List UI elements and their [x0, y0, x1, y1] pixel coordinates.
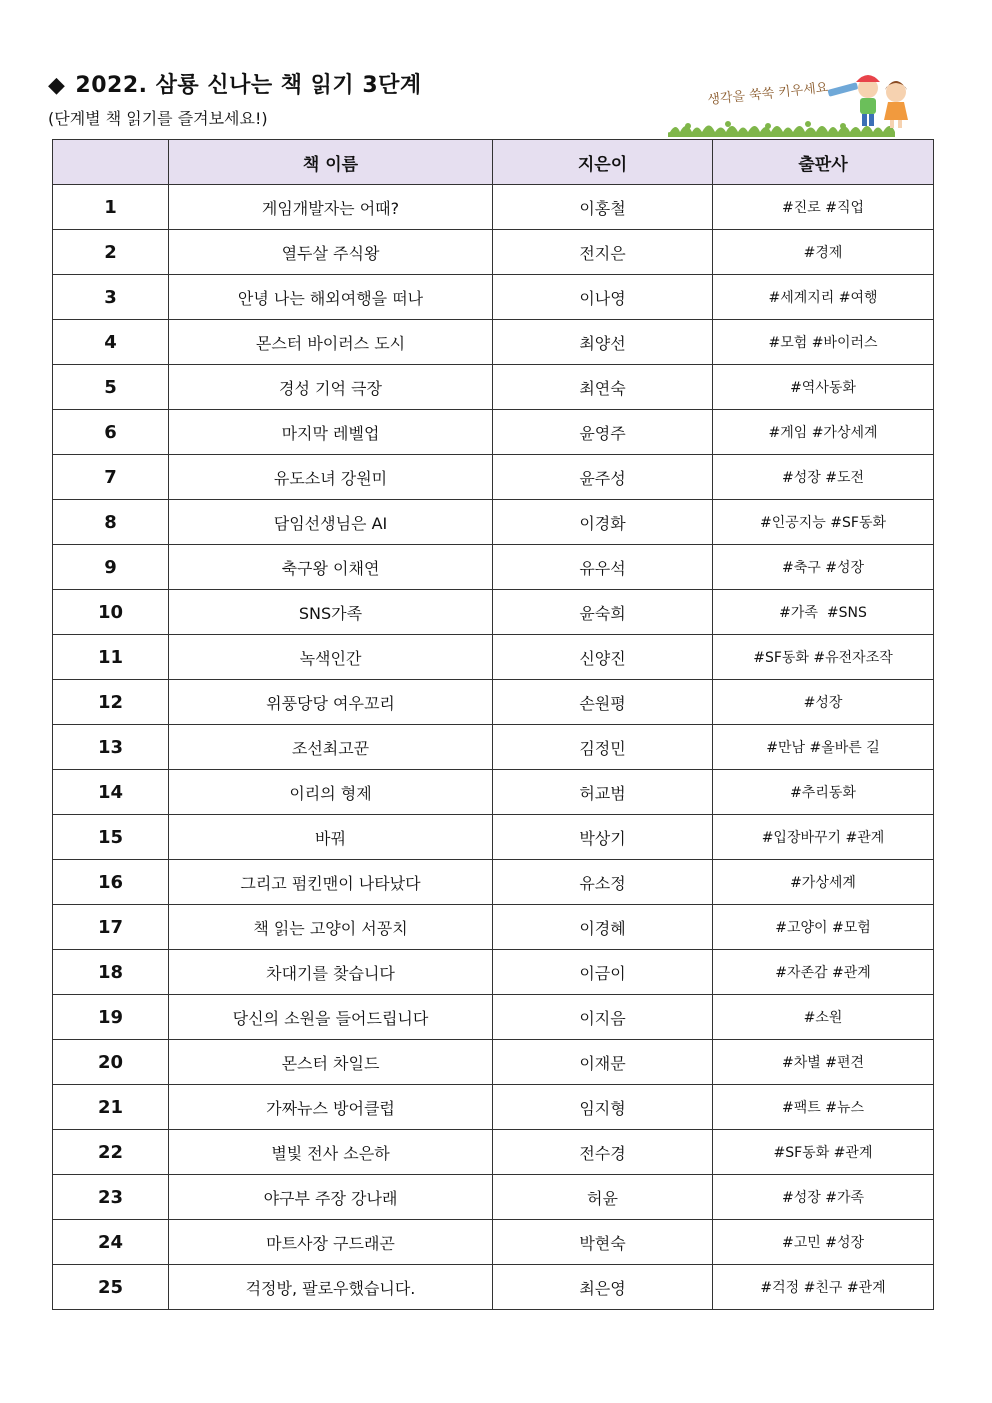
book-tags: #차별 #편견 — [713, 1040, 934, 1085]
book-tags: #추리동화 — [713, 770, 934, 815]
book-tags: #자존감 #관계 — [713, 950, 934, 995]
book-title: 열두살 주식왕 — [169, 230, 493, 275]
book-title: 이리의 형제 — [169, 770, 493, 815]
book-tags: #성장 #도전 — [713, 455, 934, 500]
column-header-title: 책 이름 — [169, 140, 493, 185]
row-number: 1 — [53, 185, 169, 230]
book-author: 이나영 — [493, 275, 713, 320]
table-header-row — [53, 140, 934, 185]
row-number: 25 — [53, 1265, 169, 1310]
row-number: 14 — [53, 770, 169, 815]
table-row — [53, 230, 934, 275]
book-title: 차대기를 찾습니다 — [169, 950, 493, 995]
row-number: 19 — [53, 995, 169, 1040]
book-title: 녹색인간 — [169, 635, 493, 680]
table-row — [53, 770, 934, 815]
book-author: 이경화 — [493, 500, 713, 545]
book-title: 그리고 펌킨맨이 나타났다 — [169, 860, 493, 905]
table-row — [53, 590, 934, 635]
row-number: 15 — [53, 815, 169, 860]
row-number: 10 — [53, 590, 169, 635]
table-row — [53, 725, 934, 770]
book-tags: #SF동화 #관계 — [713, 1130, 934, 1175]
row-number: 9 — [53, 545, 169, 590]
page-title-text: 2022. 삼룡 신나는 책 읽기 3단계 — [75, 73, 422, 98]
row-number: 13 — [53, 725, 169, 770]
column-header-number — [53, 140, 169, 185]
book-tags: #만남 #올바른 길 — [713, 725, 934, 770]
diamond-bullet-icon: ◆ — [48, 73, 66, 98]
row-number: 11 — [53, 635, 169, 680]
book-title: 마지막 레벨업 — [169, 410, 493, 455]
book-author: 이재문 — [493, 1040, 713, 1085]
book-tags: #가족 #SNS — [713, 590, 934, 635]
row-number: 16 — [53, 860, 169, 905]
row-number: 18 — [53, 950, 169, 995]
book-tags: #고민 #성장 — [713, 1220, 934, 1265]
book-author: 전지은 — [493, 230, 713, 275]
book-title: 안녕 나는 해외여행을 떠나 — [169, 275, 493, 320]
table-row — [53, 500, 934, 545]
book-author: 윤숙희 — [493, 590, 713, 635]
book-title: 조선최고꾼 — [169, 725, 493, 770]
book-author: 허윤 — [493, 1175, 713, 1220]
table-row — [53, 1220, 934, 1265]
row-number: 20 — [53, 1040, 169, 1085]
book-tags: #인공지능 #SF동화 — [713, 500, 934, 545]
table-row — [53, 320, 934, 365]
book-author: 최은영 — [493, 1265, 713, 1310]
table-row — [53, 1130, 934, 1175]
book-tags: #가상세계 — [713, 860, 934, 905]
book-author: 박상기 — [493, 815, 713, 860]
book-author: 전수경 — [493, 1130, 713, 1175]
table-row — [53, 1085, 934, 1130]
table-row — [53, 410, 934, 455]
column-header-author: 지은이 — [493, 140, 713, 185]
row-number: 2 — [53, 230, 169, 275]
children-icon — [827, 75, 908, 128]
book-tags: #성장 — [713, 680, 934, 725]
table-row — [53, 995, 934, 1040]
book-title: 게임개발자는 어때? — [169, 185, 493, 230]
book-title: SNS가족 — [169, 590, 493, 635]
decoration-text: 생각을 쑥쑥 키우세요 — [706, 80, 830, 108]
book-author: 윤영주 — [493, 410, 713, 455]
page-subtitle: (단계별 책 읽기를 즐겨보세요!) — [48, 109, 268, 128]
table-row — [53, 1265, 934, 1310]
row-number: 17 — [53, 905, 169, 950]
book-author: 윤주성 — [493, 455, 713, 500]
row-number: 4 — [53, 320, 169, 365]
table-row — [53, 905, 934, 950]
book-title: 당신의 소원을 들어드립니다 — [169, 995, 493, 1040]
book-title: 별빛 전사 소은하 — [169, 1130, 493, 1175]
book-title: 바꿔 — [169, 815, 493, 860]
book-title: 축구왕 이채연 — [169, 545, 493, 590]
book-author: 이지음 — [493, 995, 713, 1040]
book-author: 이홍철 — [493, 185, 713, 230]
book-title: 몬스터 차일드 — [169, 1040, 493, 1085]
book-tags: #게임 #가상세계 — [713, 410, 934, 455]
book-tags: #걱정 #친구 #관계 — [713, 1265, 934, 1310]
book-tags: #성장 #가족 — [713, 1175, 934, 1220]
book-tags: #진로 #직업 — [713, 185, 934, 230]
book-title: 야구부 주장 강나래 — [169, 1175, 493, 1220]
table-row — [53, 185, 934, 230]
decorative-illustration — [668, 66, 930, 138]
table-row — [53, 365, 934, 410]
book-title: 담임선생님은 AI — [169, 500, 493, 545]
book-title: 유도소녀 강원미 — [169, 455, 493, 500]
book-tags: #SF동화 #유전자조작 — [713, 635, 934, 680]
book-author: 허교범 — [493, 770, 713, 815]
row-number: 3 — [53, 275, 169, 320]
column-header-publisher: 출판사 — [713, 140, 934, 185]
book-list-table — [52, 139, 934, 1310]
book-tags: #경제 — [713, 230, 934, 275]
book-author: 최양선 — [493, 320, 713, 365]
book-tags: #고양이 #모험 — [713, 905, 934, 950]
table-row — [53, 545, 934, 590]
book-title: 걱정방, 팔로우했습니다. — [169, 1265, 493, 1310]
book-title: 위풍당당 여우꼬리 — [169, 680, 493, 725]
book-title: 경성 기억 극장 — [169, 365, 493, 410]
book-author: 최연숙 — [493, 365, 713, 410]
book-tags: #축구 #성장 — [713, 545, 934, 590]
table-row — [53, 950, 934, 995]
book-title: 가짜뉴스 방어클럽 — [169, 1085, 493, 1130]
book-title: 책 읽는 고양이 서꽁치 — [169, 905, 493, 950]
table-row — [53, 680, 934, 725]
book-author: 이경혜 — [493, 905, 713, 950]
row-number: 21 — [53, 1085, 169, 1130]
row-number: 8 — [53, 500, 169, 545]
book-tags: #모험 #바이러스 — [713, 320, 934, 365]
page-title — [48, 68, 422, 99]
table-row — [53, 860, 934, 905]
row-number: 6 — [53, 410, 169, 455]
table-row — [53, 635, 934, 680]
row-number: 24 — [53, 1220, 169, 1265]
table-row — [53, 455, 934, 500]
book-author: 임지형 — [493, 1085, 713, 1130]
table-row — [53, 815, 934, 860]
book-tags: #소원 — [713, 995, 934, 1040]
book-author: 이금이 — [493, 950, 713, 995]
book-title: 몬스터 바이러스 도시 — [169, 320, 493, 365]
grass-icon — [668, 121, 895, 137]
book-tags: #팩트 #뉴스 — [713, 1085, 934, 1130]
table-row — [53, 1175, 934, 1220]
book-title: 마트사장 구드래곤 — [169, 1220, 493, 1265]
book-tags: #세계지리 #여행 — [713, 275, 934, 320]
row-number: 7 — [53, 455, 169, 500]
row-number: 23 — [53, 1175, 169, 1220]
book-tags: #입장바꾸기 #관계 — [713, 815, 934, 860]
book-author: 김정민 — [493, 725, 713, 770]
book-author: 유우석 — [493, 545, 713, 590]
row-number: 5 — [53, 365, 169, 410]
book-author: 유소정 — [493, 860, 713, 905]
book-author: 손원평 — [493, 680, 713, 725]
book-author: 박현숙 — [493, 1220, 713, 1265]
row-number: 12 — [53, 680, 169, 725]
table-row — [53, 1040, 934, 1085]
book-author: 신양진 — [493, 635, 713, 680]
row-number: 22 — [53, 1130, 169, 1175]
table-row — [53, 275, 934, 320]
book-tags: #역사동화 — [713, 365, 934, 410]
